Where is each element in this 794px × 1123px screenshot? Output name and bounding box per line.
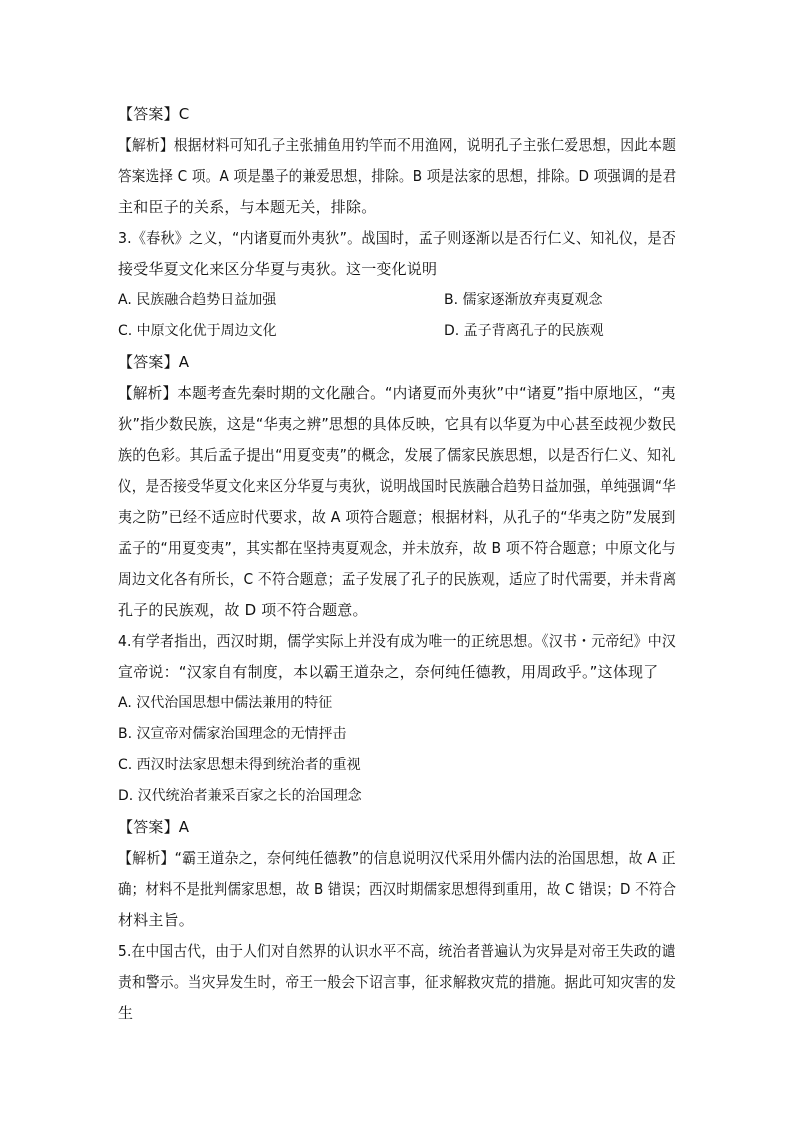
q4-answer: 【答案】A [118, 818, 190, 836]
q3-option-d: D. 孟子背离孔子的民族观 [444, 323, 604, 339]
q4-stem-line: 4.有学者指出，西汉时期，儒学实际上并没有成为唯一的正统思想。《汉书・元帝纪》中汉 [118, 632, 677, 650]
q4-option-d: D. 汉代统治者兼采百家之长的治国理念 [118, 788, 362, 804]
q3-stem-line: 3.《春秋》之义，“内诸夏而外夷狄”。战国时，孟子则逐渐以是否行仁义、知礼仪，是否 [118, 229, 677, 247]
q4-option-a: A. 汉代治国思想中儒法兼用的特征 [118, 695, 333, 711]
q5-stem-line: 责和警示。当灾异发生时，帝王一般会下诏言事，征求解救灾荒的措施。据此可知灾害的发 [118, 973, 677, 991]
q3-answer: 【答案】A [118, 353, 190, 371]
q5-stem-line: 生 [118, 1004, 134, 1022]
q3-stem-line: 接受华夏文化来区分华夏与夷狄。这一变化说明 [118, 260, 438, 278]
q4-option-c: C. 西汉时法家思想未得到统治者的重视 [118, 757, 361, 773]
q3-option-b: B. 儒家逐渐放弃夷夏观念 [444, 292, 603, 308]
q3-analysis-line: 孔子的民族观，故 D 项不符合题意。 [118, 601, 368, 619]
q5-stem-line: 5.在中国古代，由于人们对自然界的认识水平不高，统治者普遍认为灾异是对帝王失政的谴 [118, 942, 676, 960]
q2-analysis-line: 答案选择 C 项。A 项是墨子的兼爱思想，排除。B 项是法家的思想，排除。D 项强调的是君 [118, 167, 677, 185]
q3-analysis-line: 族的色彩。其后孟子提出“用夏变夷”的概念，发展了儒家民族思想，以是否行仁义、知礼 [118, 446, 676, 464]
q2-answer: 【答案】C [118, 105, 190, 123]
q3-analysis-line: 【解析】本题考查先秦时期的文化融合。“内诸夏而外夷狄”中“诸夏”指中原地区，“夷 [118, 384, 676, 402]
q4-analysis-line: 【解析】“霸王道杂之，奈何纯任德教”的信息说明汉代采用外儒内法的治国思想，故 A 正 [118, 849, 676, 867]
q3-option-a: A. 民族融合趋势日益加强 [118, 292, 277, 308]
q3-analysis-line: 孟子的“用夏变夷”，其实都在坚持夷夏观念，并未放弃，故 B 项不符合题意；中原文化与 [118, 539, 676, 557]
q3-analysis-line: 仪，是否接受华夏文化来区分华夏与夷狄，说明战国时民族融合趋势日益加强，单纯强调“华 [118, 477, 676, 495]
q3-analysis-line: 周边文化各有所长，C 不符合题意；孟子发展了孔子的民族观，适应了时代需要，并未背离 [118, 570, 677, 588]
q3-analysis-line: 夷之防”已经不适应时代要求，故 A 项符合题意；根据材料，从孔子的“华夷之防”发展到 [118, 508, 676, 526]
q4-analysis-line: 材料主旨。 [118, 911, 195, 929]
q4-option-b: B. 汉宣帝对儒家治国理念的无情抨击 [118, 726, 347, 742]
q3-analysis-line: 狄”指少数民族，这是“华夷之辨”思想的具体反映，它具有以华夏为中心甚至歧视少数民 [118, 415, 677, 433]
q4-analysis-line: 确；材料不是批判儒家思想，故 B 错误；西汉时期儒家思想得到重用，故 C 错误；D 不符合 [118, 880, 677, 898]
q4-stem-line: 宣帝说：“汉家自有制度，本以霸王道杂之，奈何纯任德教，用周政乎。”这体现了 [118, 663, 659, 681]
q2-analysis-line: 主和臣子的关系，与本题无关，排除。 [118, 198, 377, 216]
q2-analysis-line: 【解析】根据材料可知孔子主张捕鱼用钓竿而不用渔网，说明孔子主张仁爱思想，因此本题 [118, 136, 677, 154]
q3-option-c: C. 中原文化优于周边文化 [118, 323, 277, 339]
